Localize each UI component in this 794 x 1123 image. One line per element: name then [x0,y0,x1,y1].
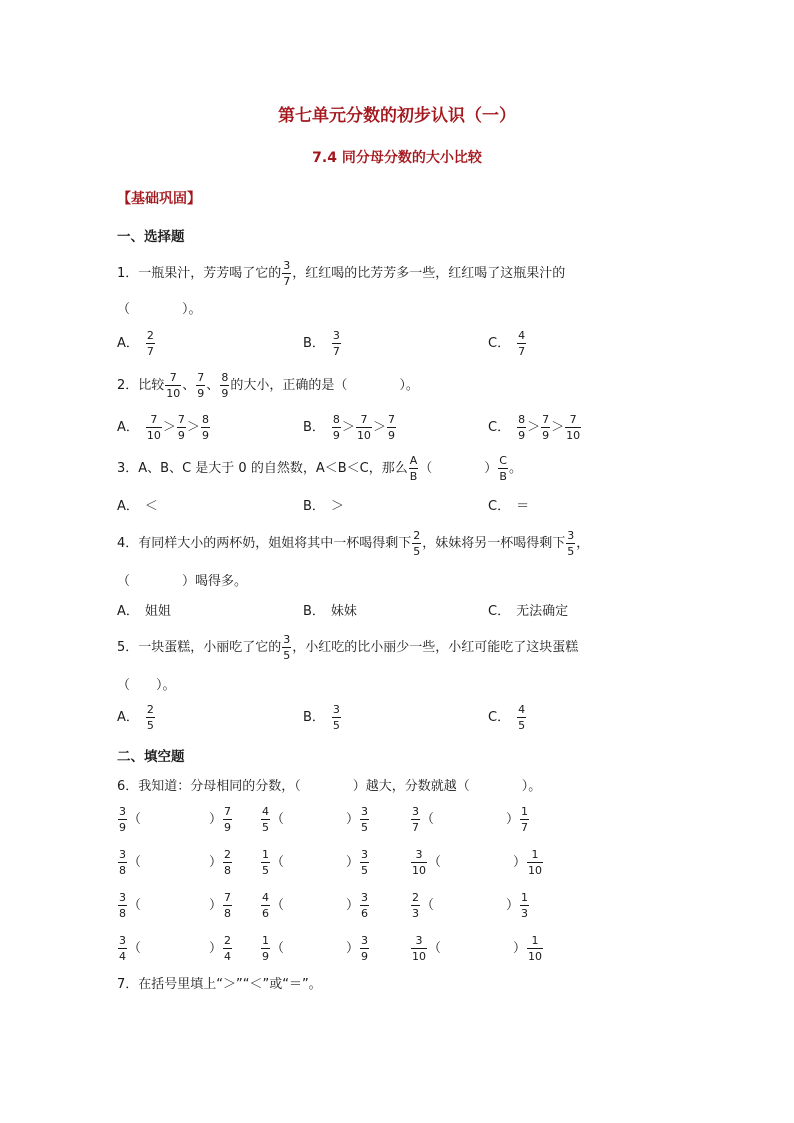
question-1-post: ，红红喝的比芳芳多一些，红红喝了这瓶果汁的 [292,266,566,281]
question-1 [117,260,565,287]
fraction: $\frac{3}{5}$ [283,633,291,662]
answer-paren-open: （ [128,812,142,827]
fraction: $\frac{3}{10}$ [412,848,426,877]
fraction: $\frac{2}{4}$ [224,934,232,963]
answer-paren-open: （ [428,941,442,956]
fraction: $\frac{3}{7}$ [332,329,340,358]
option-b[interactable]: B． ＞ [303,499,344,514]
question-1-pre: 1．一瓶果汁，芳芳喝了它的 [117,266,282,281]
fraction: $\frac{3}{4}$ [119,934,126,963]
answer-paren-open: （ [271,812,285,827]
fraction: $\frac{7}{10}$ [166,371,181,400]
option-c[interactable]: C． ＝ [488,499,530,514]
answer-paren-open: （ [421,812,435,827]
fraction: $\frac{7}{8}$ [224,891,232,920]
section-heading-fill: 二、填空题 [117,749,185,765]
fraction: $\frac{2}{5}$ [413,529,421,558]
answer-paren-open: （ [271,898,285,913]
fraction: $\frac{3}{6}$ [361,891,369,920]
fraction: $\frac{1}{5}$ [262,848,269,877]
fraction: $\frac{1}{7}$ [521,805,529,834]
fraction: $\frac{3}{8}$ [119,891,126,920]
answer-paren-open: （ [428,855,442,870]
answer-paren-open: （ [128,941,142,956]
fraction: $\frac{8}{9}$ [221,371,229,400]
answer-paren-close: ） [346,812,360,827]
fraction: $\frac{3}{10}$ [412,934,426,963]
option-c[interactable]: C． $\frac{4}{5}$ [488,703,526,732]
answer-paren-open: （ [271,855,285,870]
option-a[interactable]: A． 姐姐 [117,604,171,619]
fraction: $\frac{A}{B}$ [409,454,418,483]
answer-paren-close: ） [209,941,223,956]
option-a[interactable]: A． $\frac{2}{5}$ [117,703,154,732]
option-a[interactable]: A． ＜ [117,499,158,514]
comparison-item[interactable] [260,849,370,876]
answer-paren-open: （ [128,898,142,913]
comparison-item[interactable] [117,849,233,876]
comparison-item[interactable] [117,892,233,919]
option-c[interactable]: C． 无法确定 [488,604,569,619]
answer-paren-close: ） [209,855,223,870]
question-4-line2: （ ）喝得多。 [117,574,248,589]
answer-paren-close: ） [506,812,520,827]
fraction: $\frac{C}{B}$ [499,454,507,483]
comparison-item[interactable] [117,935,233,962]
answer-paren-close: ） [346,941,360,956]
fraction: $\frac{1}{3}$ [521,891,529,920]
option-b[interactable]: B． $\frac{3}{7}$ [303,329,340,358]
comparison-item[interactable] [410,935,544,962]
page-subtitle: 7.4 同分母分数的大小比较 [312,150,482,166]
option-b[interactable]: B． 妹妹 [303,604,357,619]
answer-paren-close: ） [513,855,527,870]
fraction: $\frac{3}{7}$ [283,259,291,288]
answer-paren-close: ） [209,898,223,913]
comparison-item[interactable] [410,806,530,833]
option-b[interactable]: B． $\frac{3}{5}$ [303,703,340,732]
answer-paren-close: ） [209,812,223,827]
option-a[interactable]: A． $\frac{7}{10}$ ＞ $\frac{7}{9}$ ＞ $\frac{8}{9}$ [117,413,209,442]
fraction: $\frac{1}{9}$ [262,934,269,963]
answer-paren-close: ） [346,855,360,870]
fraction: $\frac{2}{3}$ [412,891,419,920]
fraction: $\frac{3}{5}$ [361,848,369,877]
fraction: $\frac{1}{10}$ [528,934,543,963]
question-5-line2: （ ）。 [117,678,176,693]
fraction: $\frac{4}{5}$ [262,805,269,834]
comparison-item[interactable] [410,892,530,919]
fraction: $\frac{2}{8}$ [224,848,232,877]
answer-paren-open: （ [128,855,142,870]
option-a[interactable]: A． $\frac{2}{7}$ [117,329,154,358]
option-c[interactable]: C． $\frac{8}{9}$ ＞ $\frac{7}{9}$ ＞ $\frac{7}{10}$ [488,413,581,442]
page-title: 第七单元分数的初步认识（一） [278,106,516,126]
fraction: $\frac{3}{8}$ [119,848,126,877]
fraction: $\frac{7}{9}$ [197,371,205,400]
answer-paren-close: ） [513,941,527,956]
question-5: 5．一块蛋糕，小丽吃了它的 $\frac{3}{5}$ ，小红吃的比小丽少一些，小红可能吃了这块蛋糕 [117,633,579,662]
question-4: 4．有同样大小的两杯奶，姐姐将其中一杯喝得剩下 $\frac{2}{5}$ ，妹妹将另一杯喝得剩下 $\frac{3}{5}$ ， [117,529,590,558]
comparison-item[interactable] [260,806,370,833]
question-3: 3．A、B、C 是大于 0 的自然数，A＜B＜C，那么 $\frac{A}{B}$ （ ） $\frac{C}{B}$ 。 [117,454,522,483]
answer-paren-open: （ [421,898,435,913]
fraction: $\frac{4}{6}$ [262,891,269,920]
question-7: 7．在括号里填上“＞”“＜”或“＝”。 [117,977,322,992]
question-2: 2．比较 $\frac{7}{10}$ 、 $\frac{7}{9}$ 、 $\frac{8}{9}$ 的大小，正确的是（ ）。 [117,371,419,400]
comparison-item[interactable] [260,935,370,962]
fraction: $\frac{3}{9}$ [119,805,126,834]
answer-paren-close: ） [346,898,360,913]
comparison-item[interactable] [117,806,233,833]
fraction: $\frac{4}{7}$ [518,329,526,358]
fraction: $\frac{2}{7}$ [146,329,154,358]
answer-paren-open: （ [271,941,285,956]
answer-paren-close: ） [506,898,520,913]
question-1-line2: （ ）。 [117,302,202,317]
fraction: $\frac{3}{7}$ [412,805,419,834]
fraction: $\frac{3}{5}$ [361,805,369,834]
section-heading-choice: 一、选择题 [117,229,185,245]
fraction: $\frac{3}{5}$ [567,529,575,558]
option-c[interactable]: C． $\frac{4}{7}$ [488,329,526,358]
fraction: $\frac{3}{9}$ [361,934,369,963]
level-heading: 【基础巩固】 [117,191,201,207]
fraction: $\frac{7}{9}$ [224,805,232,834]
option-b[interactable]: B． $\frac{8}{9}$ ＞ $\frac{7}{10}$ ＞ $\frac{7}{9}$ [303,413,395,442]
comparison-item[interactable] [260,892,370,919]
comparison-item[interactable] [410,849,544,876]
question-6: 6．我知道：分母相同的分数，（ ）越大，分数就越（ ）。 [117,779,542,794]
fraction: $\frac{1}{10}$ [528,848,543,877]
